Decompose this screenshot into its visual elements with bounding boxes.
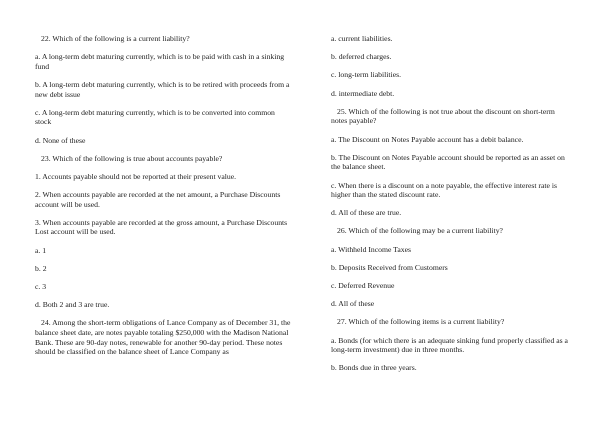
answer-option: c. A long-term debt maturing currently, which is to be converted into common stock (35, 107, 275, 127)
answer-option: a. The Discount on Notes Payable account has a debit balance. (331, 134, 524, 144)
question-stem: 26. Which of the following may be a current liability? (337, 226, 503, 236)
answer-option: d. All of these (331, 299, 375, 309)
answer-option: a. Withheld Income Taxes (331, 244, 411, 254)
answer-option: c. Deferred Revenue (331, 281, 395, 291)
answer-option: c. When there is a discount on a note payable, the effective interest rate is higher than the stated discount rate. (331, 180, 557, 200)
answer-option: b. deferred charges. (331, 52, 392, 62)
answer-option: 3. When accounts payable are recorded at the gross amount, a Purchase Discounts Lost account will be used. (35, 217, 288, 237)
answer-option: 1. Accounts payable should not be reported at their present value. (35, 171, 237, 181)
answer-option: a. current liabilities. (331, 34, 393, 43)
question-stem: 23. Which of the following is true about accounts payable? (41, 153, 223, 163)
answer-option: b. Deposits Received from Customers (331, 262, 448, 272)
answer-option: b. A long-term debt maturing currently, which is to be retired with proceeds from a new debt issue (35, 79, 290, 99)
answer-option: a. 1 (35, 245, 47, 255)
left-column (35, 34, 293, 357)
question-stem: 27. Which of the following items is a current liability? (337, 317, 505, 327)
answer-option: c. 3 (35, 282, 47, 292)
question-stem: 25. Which of the following is not true about the discount on short-term notes payable? (331, 106, 555, 126)
answer-option: 2. When accounts payable are recorded at the net amount, a Purchase Discounts account will be used. (35, 190, 281, 209)
question-stem: 22. Which of the following is a current liability? (41, 34, 190, 43)
answer-option: d. Both 2 and 3 are true. (35, 300, 110, 310)
answer-option: c. long-term liabilities. (331, 70, 402, 80)
answer-option: d. None of these (35, 135, 86, 145)
answer-option: a. Bonds (for which there is an adequate sinking fund properly classified as a long-term investment) due in three months. (331, 335, 568, 355)
answer-option: b. The Discount on Notes Payable account should be reported as an asset on the balance sheet. (331, 152, 565, 172)
question-stem: 24. Among the short-term obligations of Lance Company as of December 31, the balance sheet date, are notes payable totaling $250,000 with the Madison National Bank. These are 90-day notes, renewable for another 90-day period. These notes should be classified on the balance sheet of Lance Company as (35, 318, 291, 357)
answer-option: a. A long-term debt maturing currently, which is to be paid with cash in a sinking fund (35, 52, 285, 71)
answer-option: d. All of these are true. (331, 208, 402, 218)
answer-option: b. Bonds due in three years. (331, 363, 417, 373)
answer-option: d. intermediate debt. (331, 88, 395, 98)
answer-option: b. 2 (35, 263, 47, 273)
right-column (331, 34, 569, 373)
